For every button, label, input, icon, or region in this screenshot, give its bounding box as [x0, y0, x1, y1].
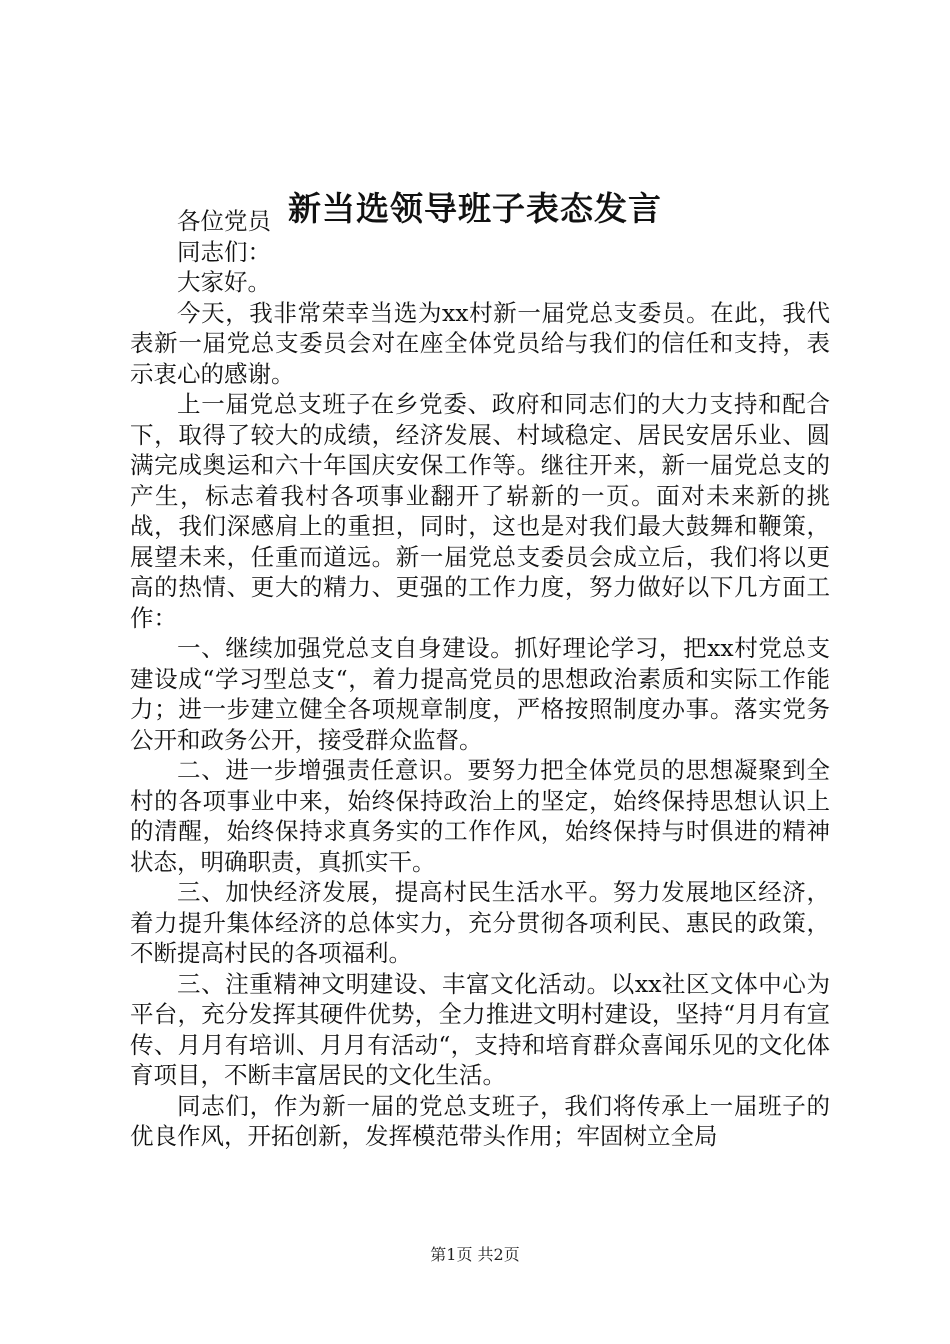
salutation-party-members: 各位党员	[177, 207, 271, 235]
paragraph-previous-work: 上一届党总支班子在乡党委、政府和同志们的大力支持和配合下，取得了较大的成绩，经济发展、村域稳定、居民安居乐业、圆满完成奥运和六十年国庆安保工作等。继往开来，新一届党总支的产生，标志着我村各项事业翻开了崭新的一页。面对未来新的挑战，我们深感肩上的重担，同时，这也是对我们最大鼓舞和鞭策，展望未来，任重而道远。新一届党总支委员会成立后，我们将以更高的热情、更大的精力、更强的工作力度，努力做好以下几方面工作：	[130, 390, 830, 632]
paragraph-point-four: 三、注重精神文明建设、丰富文化活动。以xx社区文体中心为平台，充分发挥其硬件优势，全力推进文明村建设，坚持“月月有宣传、月月有培训、月月有活动“，支持和培育群众喜闻乐见的文化体育项目，不断丰富居民的文化生活。	[130, 969, 830, 1089]
document-body	[130, 206, 830, 1152]
paragraph-point-one: 一、继续加强党总支自身建设。抓好理论学习，把xx村党总支建设成“学习型总支“，着力提高党员的思想政治素质和实际工作能力；进一步建立健全各项规章制度，严格按照制度办事。落实党务公开和政务公开，接受群众监督。	[130, 634, 830, 754]
greeting: 大家好。	[177, 268, 271, 296]
paragraph-closing: 同志们，作为新一届的党总支班子，我们将传承上一届班子的优良作风，开拓创新，发挥模范带头作用；牢固树立全局	[130, 1091, 830, 1150]
paragraph-point-two: 二、进一步增强责任意识。要努力把全体党员的思想凝聚到全村的各项事业中来，始终保持政治上的坚定，始终保持思想认识上的清醒，始终保持求真务实的工作作风，始终保持与时俱进的精神状态，明确职责，真抓实干。	[130, 756, 830, 876]
document-title: 新当选领导班子表态发言	[288, 189, 662, 228]
paragraph-point-three: 三、加快经济发展，提高村民生活水平。努力发展地区经济，着力提升集体经济的总体实力，充分贯彻各项利民、惠民的政策，不断提高村民的各项福利。	[130, 878, 830, 967]
salutation-comrades: 同志们：	[177, 237, 271, 266]
paragraph-thanks: 今天，我非常荣幸当选为xx村新一届党总支委员。在此，我代表新一届党总支委员会对在座全体党员给与我们的信任和支持，表示衷心的感谢。	[130, 298, 830, 388]
page-footer: 第1页 共2页	[430, 1245, 520, 1264]
